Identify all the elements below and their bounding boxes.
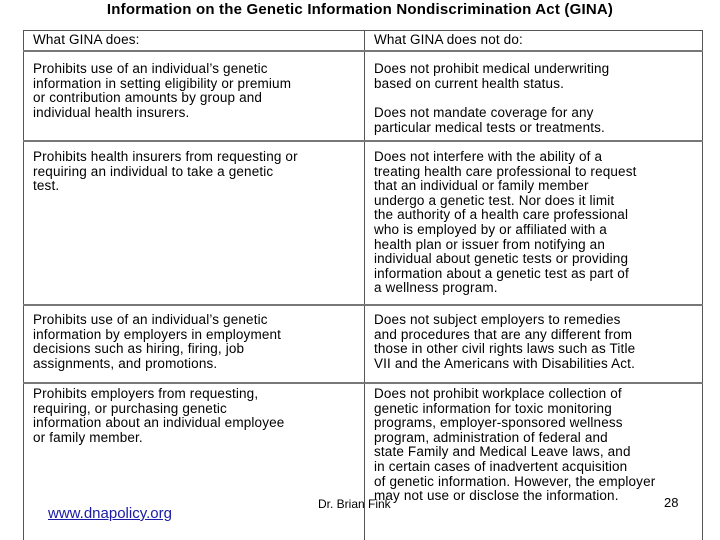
row1-does-not: Does not prohibit medical underwriting based on current health status. [374, 62, 610, 91]
row-divider [23, 304, 703, 306]
row4-does-not: Does not prohibit workplace collection of genetic information for toxic monitoring programs, employer-sponsored wellness program, administration of federal and state Family and Medical Leave laws, and in certain cases of inadvertent acquisition of genetic information. However, the employer may not use or disclose the information. [374, 387, 656, 504]
website-link[interactable]: www.dnapolicy.org [48, 505, 172, 522]
row-divider [23, 140, 703, 142]
row2-does-not: Does not interfere with the ability of a treating health care professional to request that an individual or family member undergo a genetic test. Nor does it limit the authority of a health care professional who is employed by or affiliated with a health plan or issuer from notifying an individual about genetic tests or providing information about a genetic test as part of a wellness program. [374, 150, 637, 296]
page-number: 28 [664, 495, 679, 510]
row1-does: Prohibits use of an individual’s genetic information in setting eligibility or premium or contribution amounts by group and individual health insurers. [33, 62, 292, 120]
row3-does-not: Does not subject employers to remedies and procedures that are any different from those in other civil rights laws such as Title VII and the Americans with Disabilities Act. [374, 313, 636, 371]
author-name: Dr. Brian Fink [318, 497, 391, 511]
row1-does-not-2: Does not mandate coverage for any particular medical tests or treatments. [374, 106, 605, 135]
header-does-not: What GINA does not do: [374, 33, 523, 47]
header-does: What GINA does: [33, 33, 140, 47]
row4-does: Prohibits employers from requesting, requiring, or purchasing genetic information about an individual employee or family member. [33, 387, 285, 445]
page-title: Information on the Genetic Information Nondiscrimination Act (GINA) [106, 1, 614, 18]
column-divider [364, 30, 365, 540]
row3-does: Prohibits use of an individual’s genetic information by employers in employment decisions such as hiring, firing, job assignments, and promotions. [33, 313, 282, 371]
row-divider [23, 382, 703, 384]
header-divider [23, 50, 703, 52]
row2-does: Prohibits health insurers from requesting or requiring an individual to take a genetic test. [33, 150, 298, 194]
